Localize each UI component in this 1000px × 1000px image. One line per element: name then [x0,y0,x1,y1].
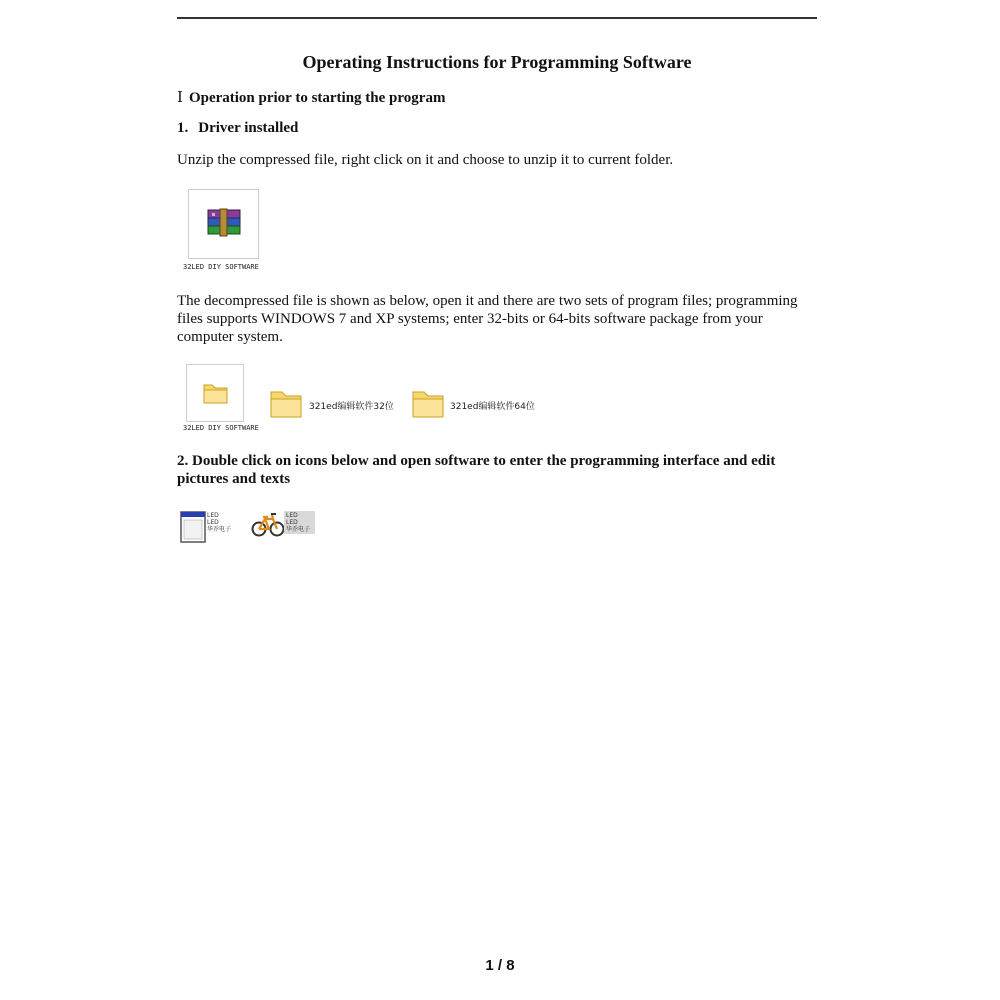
bicycle-app-icon[interactable] [251,508,285,538]
archive-caption: 32LED DIY SOFTWARE [183,263,259,271]
folder-icon [187,365,243,421]
section-numeral: Ⅰ [177,88,183,106]
paragraph-unzip: Unzip the compressed file, right click on it and choose to unzip it to current folder. [177,152,674,168]
archive-icon-frame[interactable] [188,189,259,259]
led-app-window-label: LED LED 华乔电子 [207,512,232,533]
step1-number: 1. [177,120,189,136]
folder-32bit-label[interactable]: 321ed编辑软件32位 [309,402,394,412]
folder-64bit-label[interactable]: 321ed编辑软件64位 [450,402,535,412]
step1-heading [177,120,298,137]
page-title: Operating Instructions for Programming Software [302,52,692,72]
header-rule [177,17,817,19]
main-folder-frame[interactable] [186,364,244,422]
led-app-window-icon[interactable] [180,511,206,543]
step1-heading-text: Driver installed [198,120,299,136]
bicycle-app-label: LED LED 华乔电子 [286,512,311,533]
step2-heading: 2. Double click on icons below and open software to enter the programming interface and edit pictures and texts [177,453,776,487]
paragraph-decompressed: The decompressed file is shown as below, open it and there are two sets of program files; programming files supports WINDOWS 7 and XP systems; enter 32-bits or 64-bits software package from your computer system. [177,293,798,345]
folder-32bit-icon[interactable] [268,388,304,420]
section-heading-text: Operation prior to starting the program [188,90,446,106]
folder-64bit-icon[interactable] [410,388,446,420]
section-heading [177,88,445,107]
main-folder-caption: 32LED DIY SOFTWARE [183,424,259,432]
rar-archive-icon [189,190,258,258]
page-number: 1 / 8 [485,957,515,974]
